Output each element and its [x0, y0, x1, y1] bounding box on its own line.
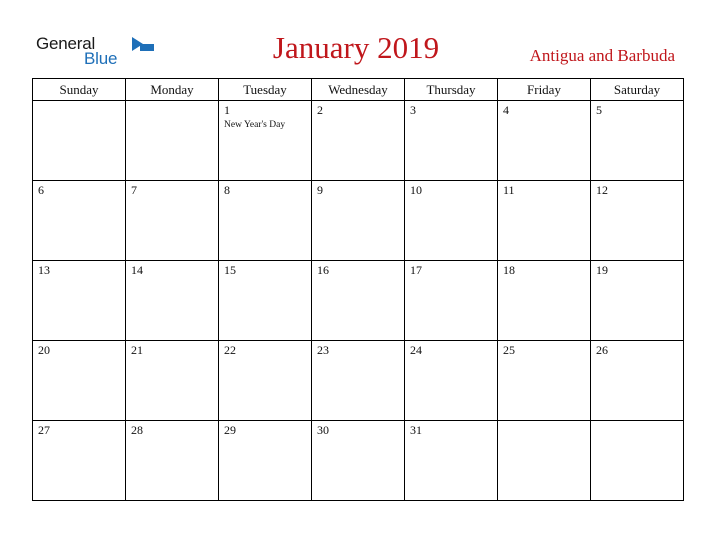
weekday-header: Thursday [405, 79, 498, 101]
day-number: 29 [224, 423, 236, 437]
day-cell [591, 341, 684, 421]
day-cell [312, 181, 405, 261]
day-number: 4 [503, 103, 509, 117]
day-number: 26 [596, 343, 608, 357]
calendar-grid [32, 78, 684, 501]
day-cell [498, 101, 591, 181]
day-cell [405, 421, 498, 501]
day-cell [312, 261, 405, 341]
day-cell [126, 101, 219, 181]
day-number: 27 [38, 423, 50, 437]
day-number: 20 [38, 343, 50, 357]
day-number: 24 [410, 343, 422, 357]
logo-word-general: General [36, 34, 96, 53]
country-name: Antigua and Barbuda [529, 46, 675, 65]
weekday-header: Sunday [33, 79, 126, 101]
day-cell [219, 261, 312, 341]
weekday-header: Saturday [591, 79, 684, 101]
day-number: 5 [596, 103, 602, 117]
day-number: 9 [317, 183, 323, 197]
day-cell [312, 341, 405, 421]
day-number: 1 [224, 103, 230, 117]
day-number: 6 [38, 183, 44, 197]
weekday-header-row [33, 79, 684, 101]
day-cell [219, 421, 312, 501]
day-cell [498, 421, 591, 501]
holiday-label: New Year's Day [224, 120, 286, 130]
day-cell [498, 341, 591, 421]
day-number: 25 [503, 343, 515, 357]
day-number: 18 [503, 263, 515, 277]
week-row [33, 261, 684, 341]
day-cell [219, 101, 312, 181]
day-number: 23 [317, 343, 329, 357]
week-row [33, 181, 684, 261]
day-number: 12 [596, 183, 608, 197]
day-cell [126, 341, 219, 421]
day-cell [33, 101, 126, 181]
day-number: 11 [503, 183, 515, 197]
day-cell [33, 421, 126, 501]
day-cell [405, 181, 498, 261]
day-number: 28 [131, 423, 143, 437]
calendar-title: January 2019 [272, 30, 440, 65]
day-cell [591, 181, 684, 261]
day-cell [33, 181, 126, 261]
week-row [33, 421, 684, 501]
weekday-header: Friday [498, 79, 591, 101]
day-number: 31 [410, 423, 422, 437]
day-number: 17 [410, 263, 422, 277]
weekday-header: Wednesday [312, 79, 405, 101]
day-cell [312, 101, 405, 181]
day-cell [591, 421, 684, 501]
day-number: 19 [596, 263, 608, 277]
day-number: 8 [224, 183, 230, 197]
day-number: 10 [410, 183, 422, 197]
day-cell [126, 181, 219, 261]
day-number: 15 [224, 263, 236, 277]
weekday-header: Tuesday [219, 79, 312, 101]
day-number: 16 [317, 263, 329, 277]
day-cell [126, 421, 219, 501]
day-cell [591, 261, 684, 341]
day-cell [498, 181, 591, 261]
day-cell [405, 341, 498, 421]
day-number: 7 [131, 183, 137, 197]
day-cell [591, 101, 684, 181]
day-number: 30 [317, 423, 329, 437]
logo-word-blue: Blue [84, 49, 118, 68]
day-number: 3 [410, 103, 416, 117]
day-number: 14 [131, 263, 143, 277]
day-number: 2 [317, 103, 323, 117]
day-cell [405, 101, 498, 181]
week-row [33, 341, 684, 421]
day-number: 13 [38, 263, 50, 277]
weekday-header: Monday [126, 79, 219, 101]
day-cell [33, 341, 126, 421]
day-cell [405, 261, 498, 341]
calendar-body [33, 101, 684, 501]
week-row [33, 101, 684, 181]
day-number: 22 [224, 343, 236, 357]
day-cell [219, 181, 312, 261]
day-number: 21 [131, 343, 143, 357]
day-cell [498, 261, 591, 341]
day-cell [33, 261, 126, 341]
day-cell [312, 421, 405, 501]
day-cell [219, 341, 312, 421]
day-cell [126, 261, 219, 341]
